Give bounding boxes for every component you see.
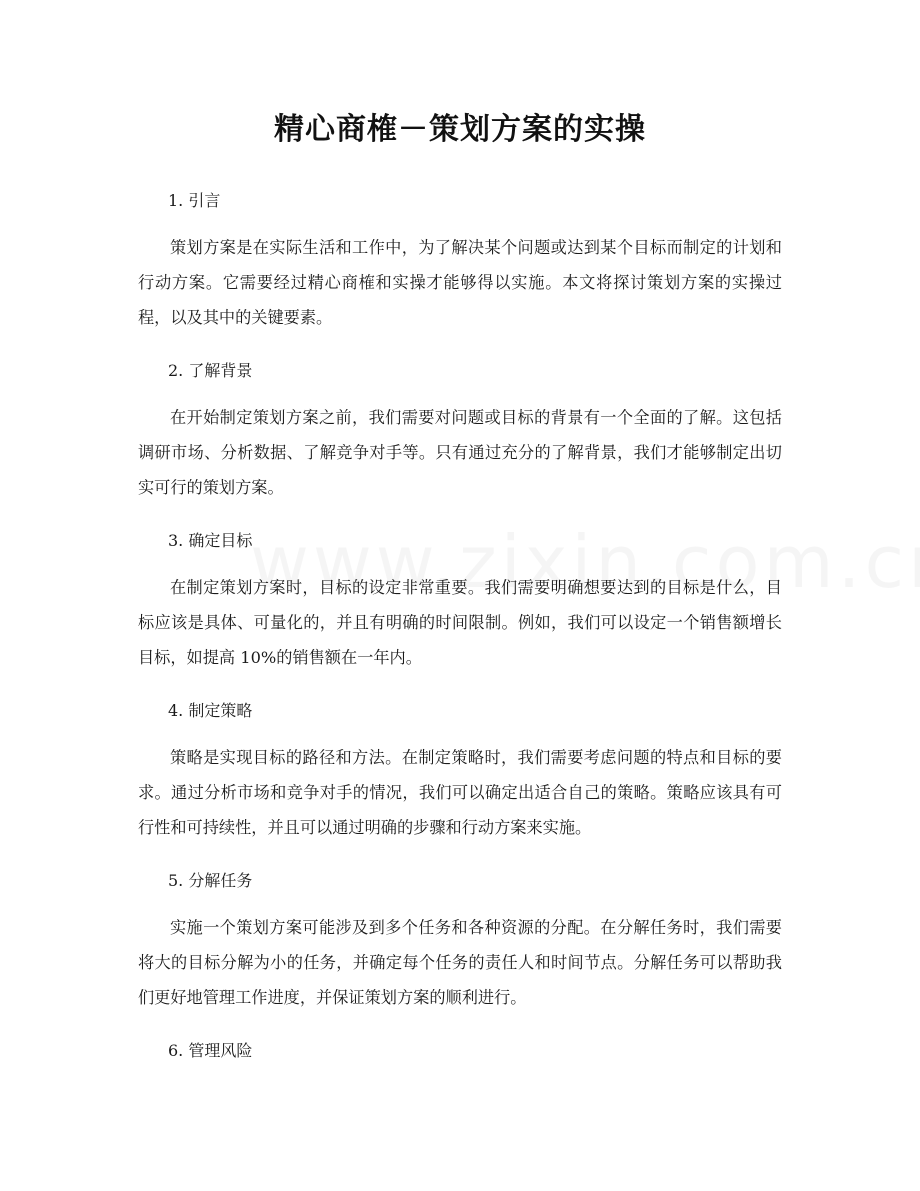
section-heading-background: 2. 了解背景 <box>168 361 253 380</box>
document-title: 精心商榷－策划方案的实操 <box>274 112 646 147</box>
section-heading-risk: 6. 管理风险 <box>168 1041 253 1060</box>
section-paragraph-strategy: 策略是实现目标的路径和方法。在制定策略时，我们需要考虑问题的特点和目标的要求。通过分析市场和竞争对手的情况，我们可以确定出适合自己的策略。策略应该具有可行性和可持续性，并且可以通过明确的步骤和行动方案来实施。 <box>138 748 782 837</box>
section-paragraph-background: 在开始制定策划方案之前，我们需要对问题或目标的背景有一个全面的了解。这包括调研市场、分析数据、了解竞争对手等。只有通过充分的了解背景，我们才能够制定出切实可行的策划方案。 <box>138 408 782 497</box>
section-paragraph-intro: 策划方案是在实际生活和工作中，为了解决某个问题或达到某个目标而制定的计划和行动方案。它需要经过精心商榷和实操才能够得以实施。本文将探讨策划方案的实操过程，以及其中的关键要素。 <box>138 238 782 327</box>
section-heading-goals: 3. 确定目标 <box>168 531 253 550</box>
section-paragraph-goals: 在制定策划方案时，目标的设定非常重要。我们需要明确想要达到的目标是什么，目标应该是具体、可量化的，并且有明确的时间限制。例如，我们可以设定一个销售额增长目标，如提高 10%的销售额在一年内。 <box>138 578 782 667</box>
section-paragraph-tasks: 实施一个策划方案可能涉及到多个任务和各种资源的分配。在分解任务时，我们需要将大的目标分解为小的任务，并确定每个任务的责任人和时间节点。分解任务可以帮助我们更好地管理工作进度，并保证策划方案的顺利进行。 <box>138 918 782 1007</box>
section-heading-strategy: 4. 制定策略 <box>168 701 253 720</box>
section-heading-intro: 1. 引言 <box>168 191 221 210</box>
section-heading-tasks: 5. 分解任务 <box>168 871 253 890</box>
